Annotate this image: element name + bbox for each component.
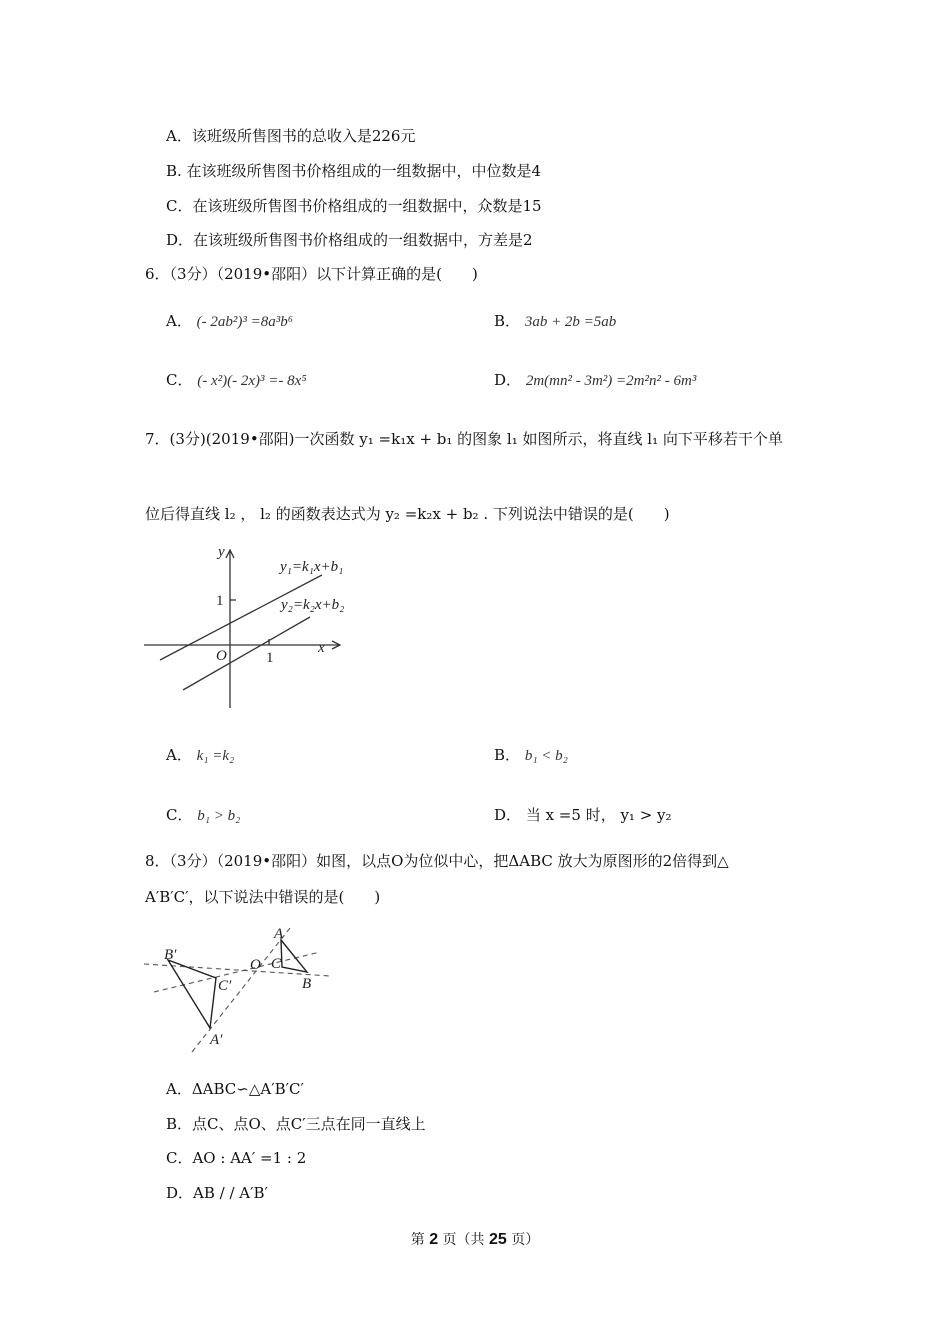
q8-option-a: A．ΔABC∽△A′B′C′: [166, 1080, 304, 1098]
q6-option-c-math: (- x²)(- 2x)³ =- 8x⁵: [197, 373, 307, 389]
equation-l1: y₁=k₁x+b₁: [280, 559, 344, 575]
q6-option-b-label: B．: [494, 312, 521, 330]
q8-figure: [140, 922, 340, 1057]
q5-option-a: A．该班级所售图书的总收入是226元: [166, 127, 416, 145]
q8-option-c: C．AO : AA′ =1 : 2: [166, 1149, 307, 1167]
label-x-tick-1: 1: [266, 650, 274, 666]
line-l1: [160, 575, 322, 660]
q7-option-a-math: k₁ =k₂: [196, 748, 235, 764]
label-c1: C′: [218, 978, 232, 994]
q5-option-d: D．在该班级所售图书价格组成的一组数据中，方差是2: [166, 231, 533, 249]
dashed-line-aa1: [192, 928, 290, 1052]
label-a: A: [274, 926, 284, 942]
q7-option-b: [494, 745, 568, 766]
q5-option-b: B. 在该班级所售图书价格组成的一组数据中，中位数是4: [166, 162, 542, 180]
footer-total-pages: 25: [489, 1231, 507, 1248]
label-origin: O: [216, 648, 227, 664]
footer-mid: 页（共: [442, 1232, 485, 1248]
q7-figure: [140, 540, 380, 715]
q6-option-c: [166, 370, 307, 391]
label-o: O: [250, 957, 261, 973]
q7-option-a-label: A．: [166, 746, 192, 764]
q8-option-d: D．AB / / A′B′: [166, 1184, 268, 1202]
q7-option-d-label: D．: [494, 806, 522, 824]
q7-option-b-label: B．: [494, 746, 521, 764]
q7-option-b-math: b₁ < b₂: [524, 748, 568, 764]
q7-option-d: [494, 805, 672, 825]
q7-option-c-label: C．: [166, 806, 193, 824]
q7-option-c-math: b₁ > b₂: [197, 808, 241, 824]
q7-stem-line1: 7．(3分)(2019•邵阳)一次函数 y₁ =k₁x + b₁ 的图象 l₁ 如图所示，将直线 l₁ 向下平移若干个单: [145, 430, 783, 448]
line-l2: [183, 617, 310, 690]
q6-option-d: [494, 370, 696, 391]
q6-stem: 6．（3分）（2019•邵阳）以下计算正确的是( ): [145, 265, 478, 283]
triangle-a1b1c1: [168, 960, 216, 1028]
q6-option-d-label: D．: [494, 371, 522, 389]
q6-option-a: [166, 311, 293, 332]
q6-option-b: [494, 311, 616, 332]
q7-option-d-text: 当 x =5 时， y₁ > y₂: [525, 806, 672, 824]
q6-option-d-math: 2m(mn² - 3m²) =2m²n² - 6m³: [525, 373, 697, 389]
footer-page-number: 2: [429, 1231, 439, 1248]
label-y-tick-1: 1: [216, 593, 224, 609]
q8-stem-line1: 8．（3分）（2019•邵阳）如图，以点O为位似中心，把ΔABC 放大为原图形的2倍得到△: [145, 852, 729, 870]
label-c: C: [271, 956, 282, 972]
q6-option-a-label: A．: [166, 312, 192, 330]
equation-l2: y₂=k₂x+b₂: [281, 597, 345, 613]
label-y: y: [218, 544, 225, 560]
q5-option-c: C．在该班级所售图书价格组成的一组数据中，众数是15: [166, 197, 542, 215]
footer-prefix: 第: [410, 1232, 425, 1248]
label-x: x: [318, 640, 325, 656]
footer-suffix: 页）: [511, 1232, 540, 1248]
label-b1: B′: [164, 947, 177, 963]
q7-stem-line2: 位后得直线 l₂ ， l₂ 的函数表达式为 y₂ =k₂x + b₂ . 下列说法中错误的是( ): [145, 505, 670, 523]
q7-option-c: [166, 805, 240, 826]
q6-option-a-math: (- 2ab²)³ =8a³b⁶: [196, 314, 293, 330]
q8-option-b: B．点C、点O、点C′三点在同一直线上: [166, 1115, 426, 1133]
q7-option-a: [166, 745, 234, 766]
q6-option-b-math: 3ab + 2b =5ab: [524, 314, 617, 330]
page-footer: [0, 1229, 950, 1249]
q6-option-c-label: C．: [166, 371, 193, 389]
q8-stem-line2: A′B′C′，以下说法中错误的是( ): [145, 888, 381, 906]
label-a1: A′: [210, 1032, 223, 1048]
label-b: B: [302, 976, 312, 992]
